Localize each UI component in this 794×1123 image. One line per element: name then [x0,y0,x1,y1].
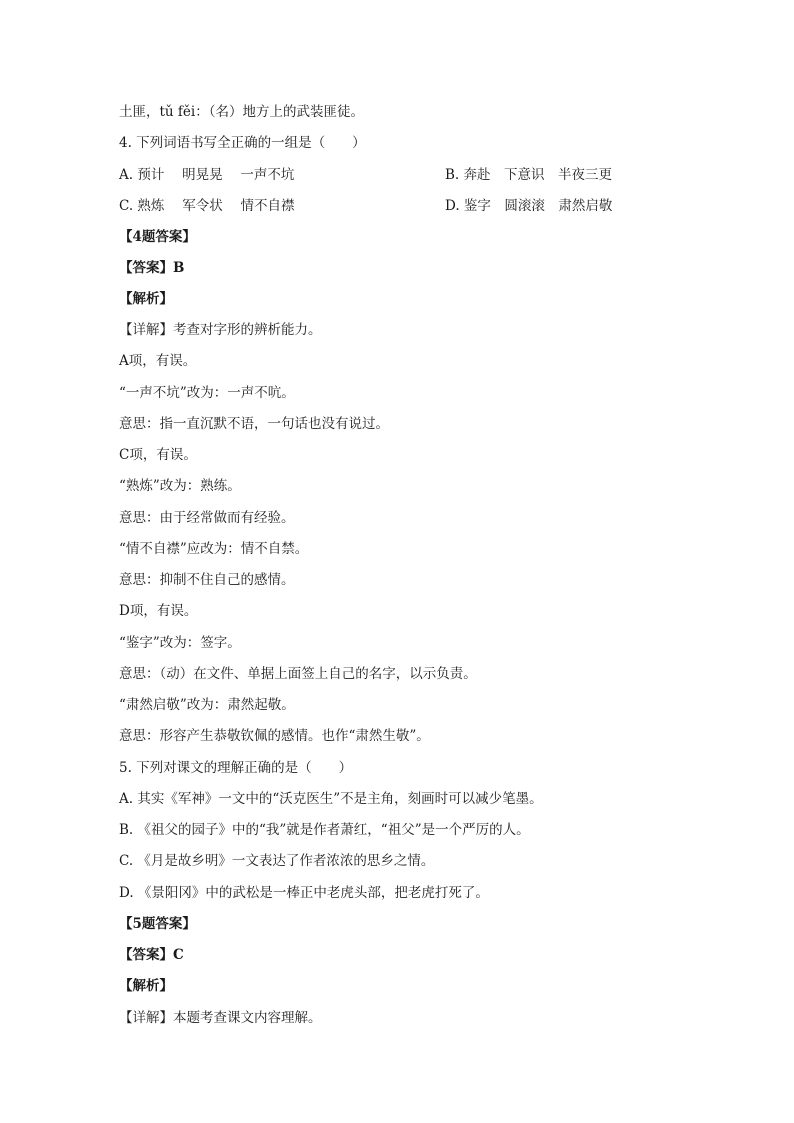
q4-analysis-heading: 【解析】 [119,291,173,307]
q5-answer-heading: 【5题答案】 [119,916,196,932]
q4-detail: 【详解】考查对字形的辨析能力。 [119,322,322,338]
q4-fix-a: “一声不坑”改为：一声不吭。 [119,385,295,401]
q4-option-c: C. 熟炼 军令状 情不自襟 [119,198,295,214]
q4-meaning-a: 意思：指一直沉默不语，一句话也没有说过。 [119,416,389,432]
q4-item-a: A项，有误。 [119,353,197,369]
q4-fix-c2: “情不自襟”应改为：情不自禁。 [119,541,309,557]
q5-option-a: A. 其实《军神》一文中的“沃克医生”不是主角，刻画时可以减少笔墨。 [119,791,543,807]
q5-answer: 【答案】C [119,947,184,963]
q5-option-d: D. 《景阳冈》中的武松是一棒正中老虎头部，把老虎打死了。 [119,885,489,901]
q5-option-b: B. 《祖父的园子》中的“我”就是作者萧红，“祖父”是一个严厉的人。 [119,822,530,838]
question-5-stem: 5. 下列对课文的理解正确的是（ ） [119,760,353,776]
question-4-stem: 4. 下列词语书写全正确的一组是（ ） [119,135,366,151]
q4-option-d: D. 鉴字 圆滚滚 肃然启敬 [445,198,613,214]
q4-meaning-c1: 意思：由于经常做而有经验。 [119,510,295,526]
q4-fix-d1: “鉴字”改为：签字。 [119,635,241,651]
q5-option-c: C. 《月是故乡明》一文表达了作者浓浓的思乡之情。 [119,853,435,869]
q5-analysis-heading: 【解析】 [119,978,173,994]
definition-tufei: 土匪，tǔ fěi：（名）地方上的武装匪徒。 [119,104,364,120]
q4-item-d: D项，有误。 [119,603,198,619]
q4-option-a: A. 预计 明晃晃 一声不坑 [119,167,295,183]
q4-meaning-d1: 意思：（动）在文件、单据上面签上自己的名字，以示负责。 [119,666,477,682]
q4-fix-c1: “熟炼”改为：熟练。 [119,478,241,494]
q4-fix-d2: “肃然启敬”改为：肃然起敬。 [119,697,295,713]
q4-meaning-d2: 意思：形容产生恭敬钦佩的感情。也作“肃然生敬”。 [119,728,430,744]
q5-detail: 【详解】本题考查课文内容理解。 [119,1010,322,1026]
q4-answer-heading: 【4题答案】 [119,229,196,245]
q4-meaning-c2: 意思：抑制不住自己的感情。 [119,572,295,588]
q4-answer: 【答案】B [119,260,185,276]
q4-option-b: B. 奔赴 下意识 半夜三更 [445,167,613,183]
q4-item-c: C项，有误。 [119,447,197,463]
